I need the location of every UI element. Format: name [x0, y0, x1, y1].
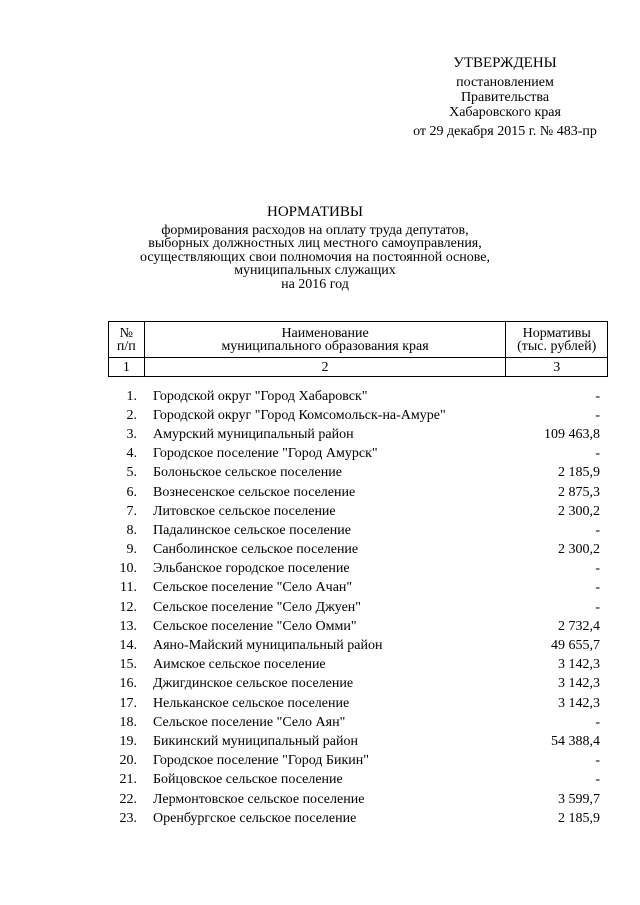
table-row	[108, 752, 608, 771]
row-number: 23.	[119, 810, 137, 826]
row-number: 21.	[119, 772, 137, 788]
table-row	[108, 541, 608, 560]
row-number: 14.	[119, 638, 137, 654]
row-number: 9.	[126, 542, 137, 558]
row-value: 2 185,9	[558, 465, 600, 481]
table-row	[108, 445, 608, 464]
document-subtitle-line: осуществляющих свои полномочия на постоянной основе,	[140, 249, 490, 265]
column-header-name	[144, 322, 506, 358]
table-row	[108, 713, 608, 732]
row-value: 109 463,8	[544, 426, 600, 442]
row-number: 7.	[126, 503, 137, 519]
header-text: Нормативы	[522, 325, 591, 341]
table-row	[108, 809, 608, 828]
row-name: Городское поселение "Город Амурск"	[153, 446, 378, 462]
row-number: 19.	[119, 733, 137, 749]
header-text: п/п	[116, 338, 136, 354]
approval-heading: УТВЕРЖДЕНЫ	[453, 55, 557, 71]
table-row	[108, 617, 608, 636]
row-value: 49 655,7	[551, 638, 600, 654]
row-name: Аяно-Майский муниципальный район	[153, 638, 383, 654]
row-value: 54 388,4	[551, 733, 600, 749]
table-row	[108, 425, 608, 444]
row-value: 2 300,2	[558, 542, 600, 558]
row-name: Литовское сельское поселение	[153, 503, 336, 519]
row-name: Сельское поселение "Село Джуен"	[153, 599, 362, 615]
row-name: Амурский муниципальный район	[153, 426, 354, 442]
row-name: Эльбанское городское поселение	[153, 561, 350, 577]
row-value: -	[595, 522, 600, 538]
row-number: 17.	[119, 695, 137, 711]
approval-line: постановлением	[456, 75, 554, 90]
column-header-norms	[506, 322, 608, 358]
row-value: -	[595, 599, 600, 615]
table-row	[108, 387, 608, 406]
approval-date: от 29 декабря 2015 г. № 483-пр	[413, 124, 597, 139]
table-row	[108, 406, 608, 425]
row-number: 11.	[120, 580, 137, 596]
row-number: 22.	[119, 791, 137, 807]
table-row	[108, 464, 608, 483]
row-value: -	[595, 753, 600, 769]
table-row	[108, 560, 608, 579]
row-value: 3 142,3	[558, 676, 600, 692]
table-row	[108, 521, 608, 540]
table-row	[108, 790, 608, 809]
row-name: Санболинское сельское поселение	[153, 542, 359, 558]
row-value: 2 732,4	[558, 618, 600, 634]
row-name: Бойцовское сельское поселение	[153, 772, 343, 788]
row-name: Вознесенское сельское поселение	[153, 484, 356, 500]
document-subtitle-line: муниципальных служащих	[234, 263, 396, 278]
table-header	[108, 321, 608, 377]
header-text: №	[119, 325, 134, 341]
table-row	[108, 579, 608, 598]
row-name: Оренбургское сельское поселение	[153, 810, 357, 826]
header-text: муниципального образования края	[221, 338, 429, 354]
row-name: Сельское поселение "Село Омми"	[153, 618, 357, 634]
row-value: -	[595, 714, 600, 730]
table-row	[108, 483, 608, 502]
row-name: Лермонтовское сельское поселение	[153, 791, 365, 807]
row-value: 2 185,9	[558, 810, 600, 826]
row-number: 13.	[119, 618, 137, 634]
row-name: Болоньское сельское поселение	[153, 465, 342, 481]
document-title-block	[110, 206, 520, 291]
row-value: 3 142,3	[558, 695, 600, 711]
row-value: -	[595, 407, 600, 423]
table-row	[108, 598, 608, 617]
row-number: 4.	[126, 446, 137, 462]
row-number: 6.	[126, 484, 137, 500]
row-number: 10.	[119, 561, 137, 577]
row-name: Сельское поселение "Село Аян"	[153, 714, 346, 730]
row-value: -	[595, 446, 600, 462]
row-value: 3 142,3	[558, 657, 600, 673]
document-title: НОРМАТИВЫ	[267, 204, 363, 220]
row-value: 2 300,2	[558, 503, 600, 519]
row-number: 18.	[119, 714, 137, 730]
row-name: Городской округ "Город Хабаровск"	[153, 388, 368, 404]
row-name: Городской округ "Город Комсомольск-на-Амуре"	[153, 407, 446, 423]
table-row	[108, 771, 608, 790]
row-name: Сельское поселение "Село Ачан"	[153, 580, 353, 596]
row-name: Падалинское сельское поселение	[153, 522, 351, 538]
row-number: 5.	[126, 465, 137, 481]
table-body	[108, 387, 608, 828]
table-row	[108, 502, 608, 521]
header-text: (тыс. рублей)	[517, 338, 597, 354]
row-number: 15.	[119, 657, 137, 673]
row-name: Аимское сельское поселение	[153, 657, 326, 673]
column-index-2: 2	[144, 358, 506, 377]
row-name: Нельканское сельское поселение	[153, 695, 350, 711]
document-subtitle-line: формирования расходов на оплату труда депутатов,	[161, 222, 469, 238]
document-subtitle-line: на 2016 год	[281, 276, 349, 292]
header-text: Наименование	[281, 325, 369, 341]
row-number: 12.	[119, 599, 137, 615]
table-row	[108, 694, 608, 713]
row-value: -	[595, 772, 600, 788]
column-index-3: 3	[506, 358, 608, 377]
row-value: -	[595, 388, 600, 404]
table-row	[108, 636, 608, 655]
document-subtitle-line: выборных должностных лиц местного самоуправления,	[148, 236, 482, 251]
row-number: 1.	[126, 388, 137, 404]
row-number: 16.	[119, 676, 137, 692]
column-index-1: 1	[109, 358, 145, 377]
row-name: Бикинский муниципальный район	[153, 733, 358, 749]
row-value: 2 875,3	[558, 484, 600, 500]
row-number: 3.	[126, 426, 137, 442]
row-name: Джигдинское сельское поселение	[153, 676, 354, 692]
row-number: 20.	[119, 753, 137, 769]
row-number: 8.	[126, 522, 137, 538]
row-number: 2.	[126, 407, 137, 423]
approval-line: Хабаровского края	[449, 105, 561, 120]
row-name: Городское поселение "Город Бикин"	[153, 753, 369, 769]
table-row	[108, 675, 608, 694]
row-value: -	[595, 580, 600, 596]
table-row	[108, 656, 608, 675]
row-value: 3 599,7	[558, 791, 600, 807]
approval-line: Правительства	[460, 90, 550, 105]
table-row	[108, 732, 608, 751]
row-value: -	[595, 561, 600, 577]
column-header-number	[109, 322, 145, 358]
approval-stamp	[400, 56, 610, 139]
